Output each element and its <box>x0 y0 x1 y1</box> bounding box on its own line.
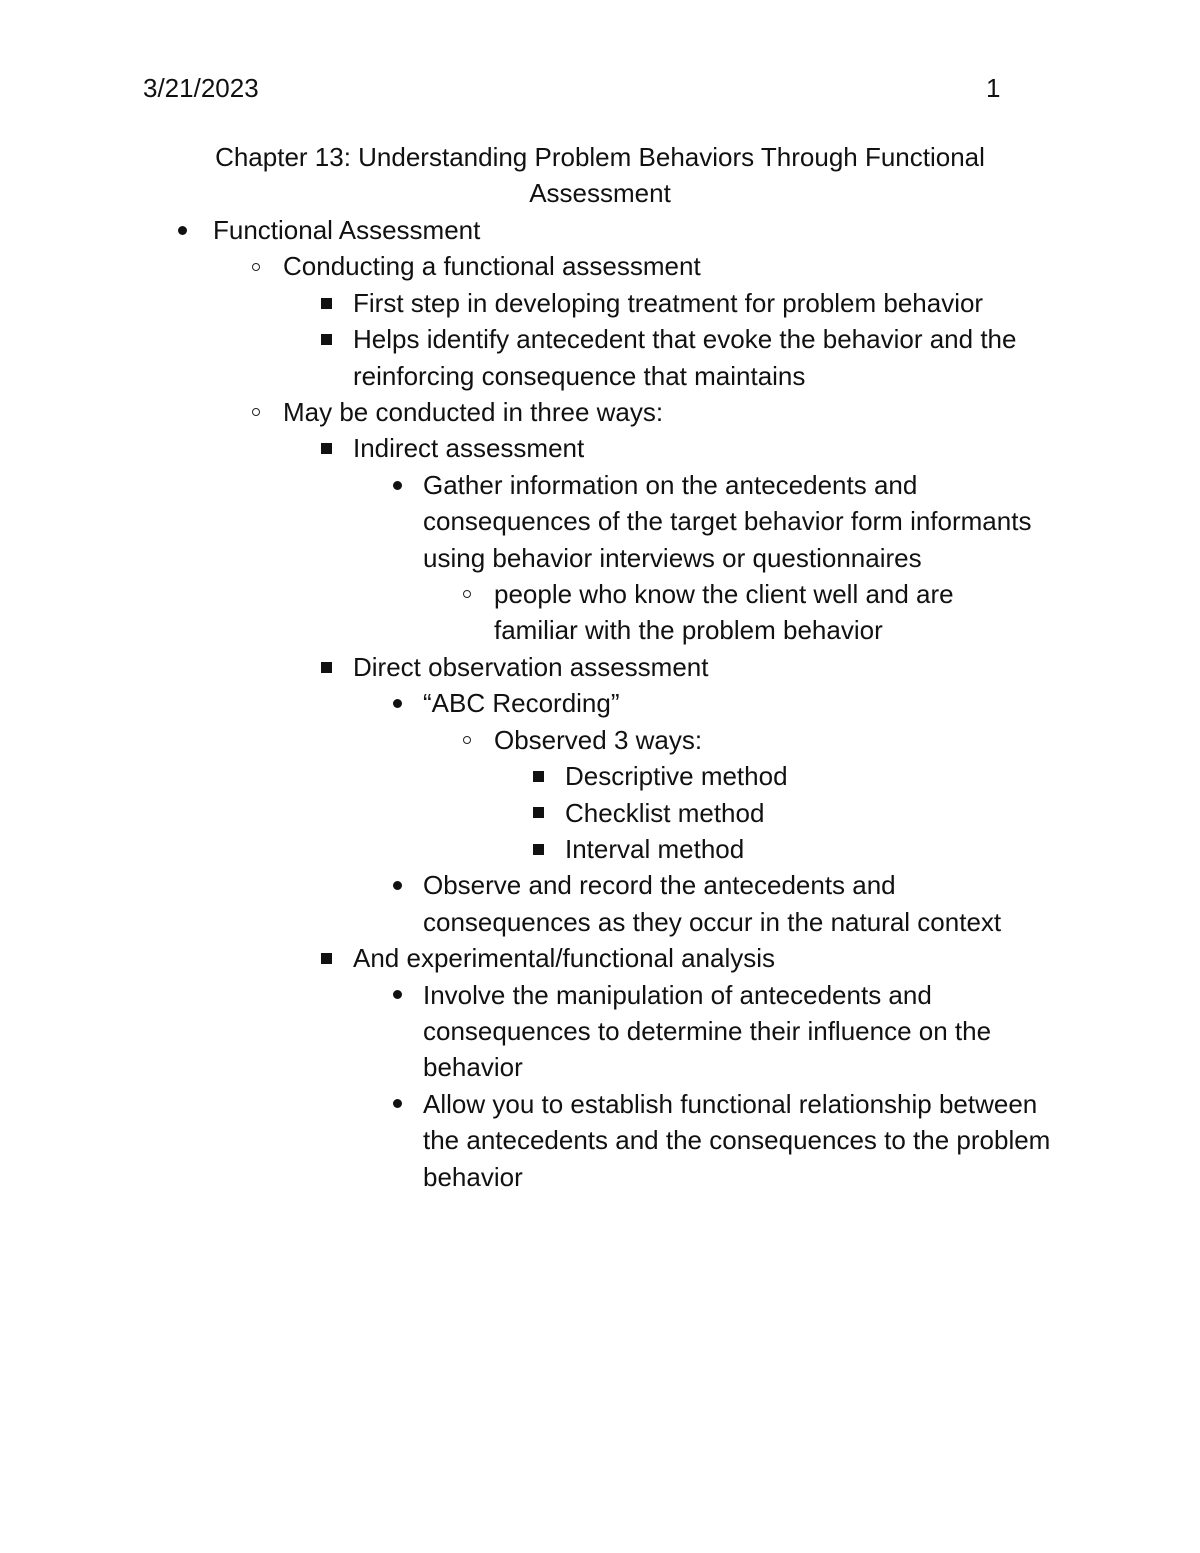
list-item-text: Conducting a functional assessment <box>283 251 701 282</box>
bullet-disc-icon <box>385 867 409 903</box>
bullet-square-icon <box>314 430 338 466</box>
list-item-text: Observed 3 ways: <box>494 724 703 755</box>
bullet-disc-icon <box>385 467 409 503</box>
bullet-disc-icon <box>170 212 194 248</box>
bullet-circle-icon <box>455 722 479 758</box>
list-item-text: First step in developing treatment for problem behavior <box>353 287 984 318</box>
bullet-square-icon <box>314 285 338 321</box>
list-item-text: And experimental/functional analysis <box>353 943 776 974</box>
list-item-text: Descriptive method <box>565 761 788 792</box>
list-item-text: Functional Assessment <box>213 215 481 245</box>
bullet-disc-icon <box>385 977 409 1013</box>
list-item <box>0 212 1200 248</box>
bullet-square-icon <box>314 321 338 357</box>
bullet-disc-icon <box>385 685 409 721</box>
list-item-text: Helps identify antecedent that evoke the behavior and the reinforcing consequence that maintains <box>353 324 1017 391</box>
bullet-square-icon <box>526 795 550 831</box>
list-item <box>0 977 1200 1086</box>
list-item <box>0 1086 1200 1195</box>
outline-list <box>0 212 1200 1195</box>
list-item-text: Allow you to establish functional relationship between the antecedents and the consequences to the problem behavior <box>423 1088 1051 1192</box>
bullet-square-icon <box>526 758 550 794</box>
list-item-text: Checklist method <box>565 797 765 828</box>
list-item <box>0 758 1200 794</box>
list-item <box>0 722 1200 758</box>
bullet-square-icon <box>526 831 550 867</box>
list-item <box>0 685 1200 721</box>
bullet-disc-icon <box>385 1086 409 1122</box>
list-item <box>0 831 1200 867</box>
list-item-text: May be conducted in three ways: <box>283 397 664 428</box>
bullet-circle-icon <box>244 394 268 430</box>
bullet-circle-icon <box>455 576 479 612</box>
list-item <box>0 576 1200 649</box>
bullet-circle-icon <box>244 248 268 284</box>
header-date: 3/21/2023 <box>143 73 259 103</box>
bullet-square-icon <box>314 649 338 685</box>
header-page-number: 1 <box>986 73 1001 103</box>
list-item-text: “ABC Recording” <box>423 688 620 719</box>
bullet-square-icon <box>314 940 338 976</box>
list-item-text: Involve the manipulation of antecedents and consequences to determine their influence on the behavior <box>423 979 992 1083</box>
list-item-text: Observe and record the antecedents and consequences as they occur in the natural context <box>423 870 1002 937</box>
list-item <box>0 430 1200 466</box>
list-item <box>0 285 1200 321</box>
list-item-text: Interval method <box>565 833 745 864</box>
list-item <box>0 940 1200 976</box>
list-item-text: Direct observation assessment <box>353 651 709 682</box>
list-item <box>0 321 1200 394</box>
list-item-text: Gather information on the antecedents and consequences of the target behavior form informants using behavior interviews or questionnaires <box>423 469 1032 573</box>
document-title: Chapter 13: Understanding Problem Behaviors Through Functional Assessment <box>215 142 985 208</box>
list-item-text: people who know the client well and are familiar with the problem behavior <box>494 579 954 646</box>
list-item <box>0 649 1200 685</box>
list-item <box>0 394 1200 430</box>
list-item <box>0 867 1200 940</box>
list-item-text: Indirect assessment <box>353 433 585 464</box>
list-item <box>0 467 1200 576</box>
list-item <box>0 795 1200 831</box>
list-item <box>0 248 1200 284</box>
